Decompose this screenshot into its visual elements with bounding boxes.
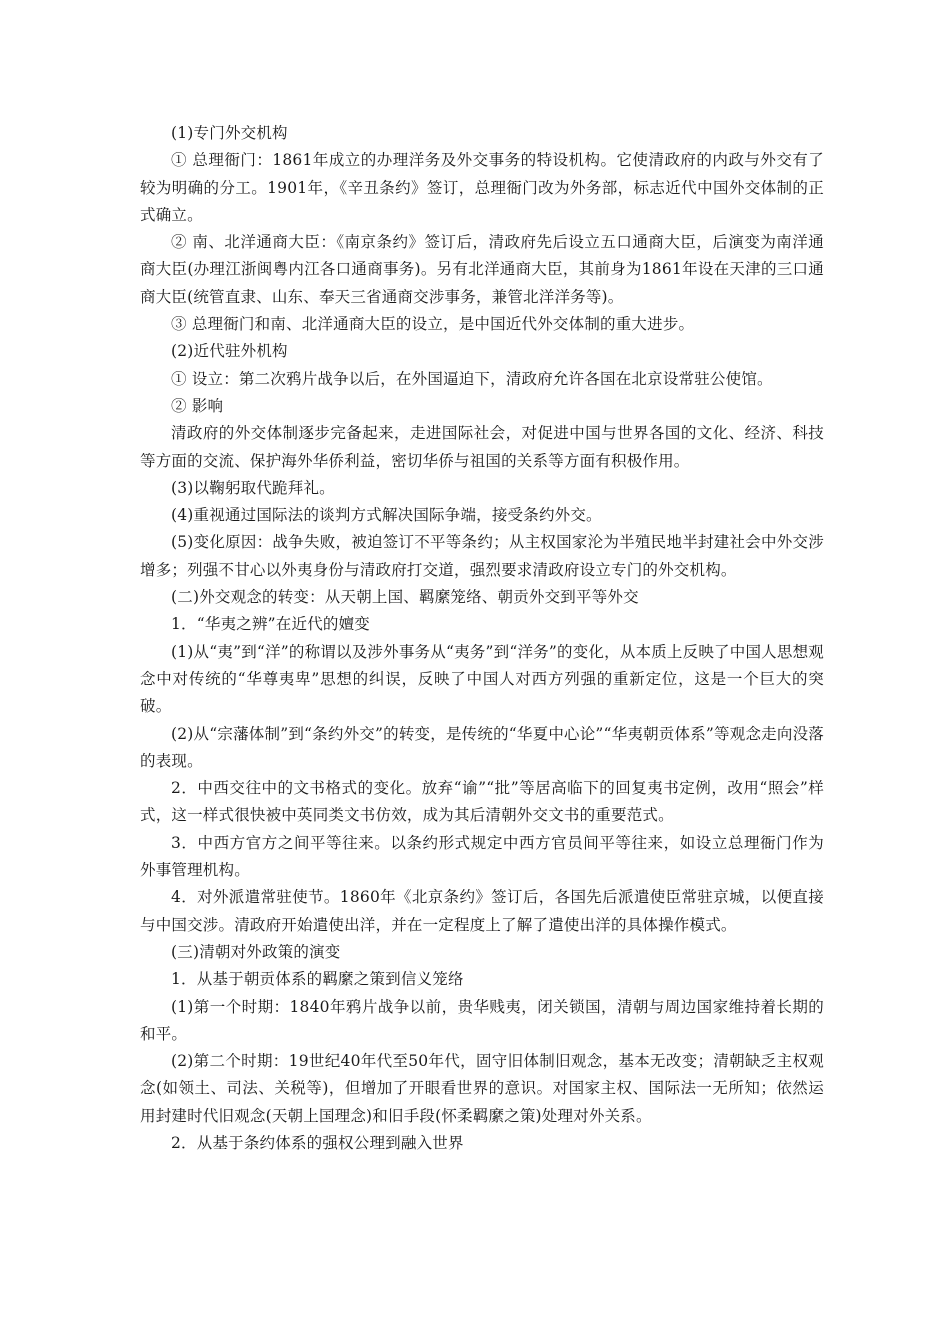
paragraph: (4)重视通过国际法的谈判方式解决国际争端，接受条约外交。 (171, 506, 602, 525)
paragraph: ② 影响 (171, 396, 224, 415)
paragraph: 1．从基于朝贡体系的羁縻之策到信义笼络 (171, 970, 464, 989)
paragraph: (2)第二个时期：19世纪40年代至50年代，固守旧体制旧观念，基本无改变；清朝缺乏主权观念(如领土、司法、关税等)，但增加了开眼看世界的意识。对国家主权、国际法一无所知；依然运用封建时代旧观念(天朝上国理念)和旧手段(怀柔羁縻之策)处理对外关系。 (140, 1052, 824, 1125)
paragraph: (5)变化原因：战争失败，被迫签订不平等条约；从主权国家沦为半殖民地半封建社会中外交涉增多；列强不甘心以外夷身份与清政府打交道，强烈要求清政府设立专门的外交机构。 (140, 533, 824, 579)
paragraph: ① 设立：第二次鸦片战争以后，在外国逼迫下，清政府允许各国在北京设常驻公使馆。 (171, 369, 773, 388)
section-heading: (二)外交观念的转变：从天朝上国、羁縻笼络、朝贡外交到平等外交 (171, 588, 639, 607)
paragraph: (1)专门外交机构 (171, 124, 288, 142)
paragraph: (1)第一个时期：1840年鸦片战争以前，贵华贱夷，闭关锁国，清朝与周边国家维持着长期的和平。 (140, 997, 824, 1043)
paragraph: (1)从“夷”到“洋”的称谓以及涉外事务从“夷务”到“洋务”的变化，从本质上反映了中国人思想观念中对传统的“华尊夷卑”思想的纠误，反映了中国人对西方列强的重新定位，这是一个巨大的突破。 (140, 642, 824, 716)
paragraph: 2．从基于条约体系的强权公理到融入世界 (171, 1133, 464, 1152)
paragraph: ③ 总理衙门和南、北洋通商大臣的设立，是中国近代外交体制的重大进步。 (171, 315, 695, 334)
paragraph: 1．“华夷之辨”在近代的嬗变 (171, 615, 371, 634)
section-heading: (三)清朝对外政策的演变 (171, 942, 341, 961)
paragraph: 3．中西方官方之间平等往来。以条约形式规定中西方官员间平等往来，如设立总理衙门作为外事管理机构。 (140, 833, 824, 880)
paragraph: 4．对外派遣常驻使节。1860年《北京条约》签订后，各国先后派遣使臣常驻京城，以便直接与中国交涉。清政府开始遣使出洋，并在一定程度上了解了遣使出洋的具体操作模式。 (140, 888, 824, 934)
paragraph: ① 总理衙门：1861年成立的办理洋务及外交事务的特设机构。它使清政府的内政与外交有了较为明确的分工。1901年，《辛丑条约》签订，总理衙门改为外务部，标志近代中国外交体制的正式确立。 (140, 151, 824, 224)
paragraph: ② 南、北洋通商大臣：《南京条约》签订后，清政府先后设立五口通商大臣，后演变为南洋通商大臣(办理江浙闽粤内江各口通商事务)。另有北洋通商大臣，其前身为1861年设在天津的三口通商大臣(统管直隶、山东、奉天三省通商交涉事务，兼管北洋洋务等)。 (140, 233, 824, 306)
paragraph: (3)以鞠躬取代跪拜礼。 (171, 478, 335, 497)
paragraph: 2．中西交往中的文书格式的变化。放弃“谕”“批”等居高临下的回复夷书定例，改用“照会”样式，这一样式很快被中英同类文书仿效，成为其后清朝外交文书的重要范式。 (140, 779, 824, 825)
document-body (140, 120, 824, 1157)
paragraph: (2)近代驻外机构 (171, 342, 288, 361)
paragraph: 清政府的外交体制逐步完备起来，走进国际社会，对促进中国与世界各国的文化、经济、科技等方面的交流、保护海外华侨利益，密切华侨与祖国的关系等方面有积极作用。 (140, 424, 824, 470)
paragraph: (2)从“宗藩体制”到“条约外交”的转变，是传统的“华夏中心论”“华夷朝贡体系”等观念走向没落的表现。 (140, 724, 824, 770)
